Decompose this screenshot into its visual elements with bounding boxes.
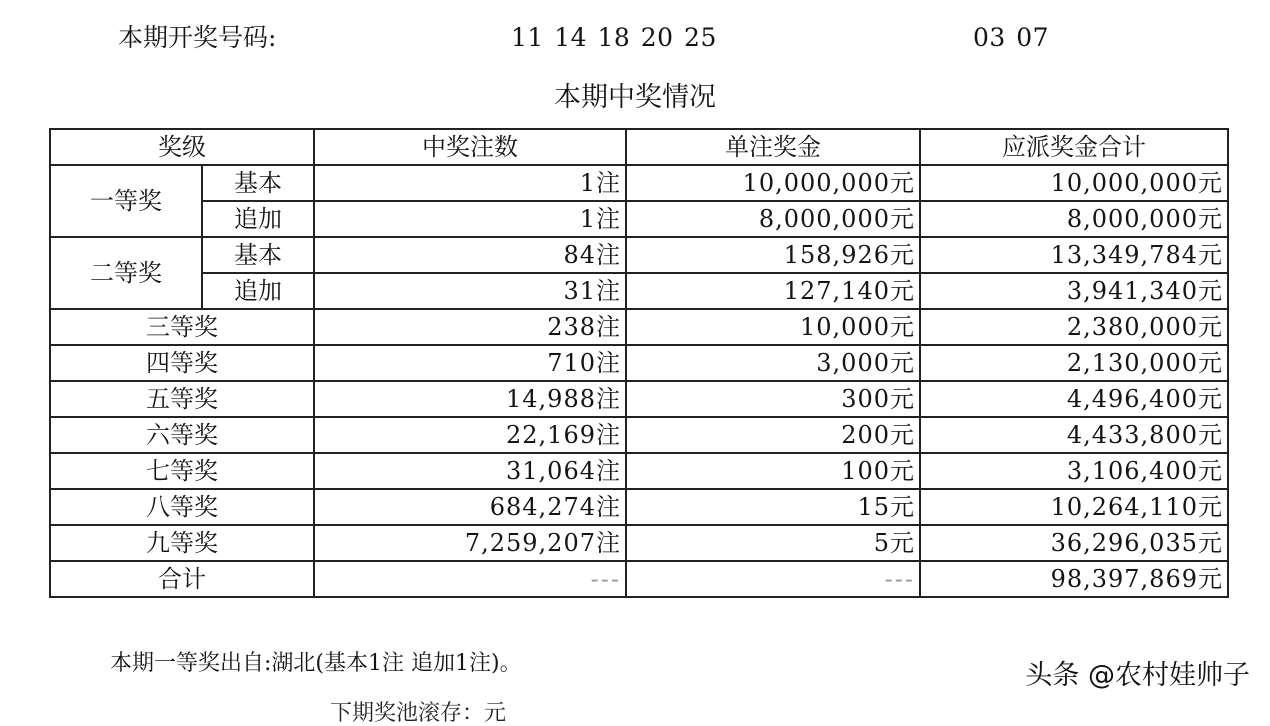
prize-unit: 3,000元 <box>626 345 920 381</box>
prize-total: 4,433,800元 <box>920 417 1228 453</box>
section-title: 本期中奖情况 <box>554 82 716 113</box>
second-extra-label: 追加 <box>202 273 314 309</box>
second-basic-count: 84注 <box>314 237 626 273</box>
prize-unit: 15元 <box>626 489 920 525</box>
prize-unit: 5元 <box>626 525 920 561</box>
second-prize-name: 二等奖 <box>50 237 202 309</box>
prize-total: 10,264,110元 <box>920 489 1228 525</box>
sum-label: 合计 <box>50 561 314 597</box>
header-level: 奖级 <box>50 129 314 165</box>
first-extra-unit: 8,000,000元 <box>626 201 920 237</box>
header-unit-prize: 单注奖金 <box>626 129 920 165</box>
prize-name: 四等奖 <box>50 345 314 381</box>
first-prize-origin-note: 本期一等奖出自:湖北(基本1注 追加1注)。 <box>110 651 522 676</box>
table-row <box>50 201 1228 237</box>
first-basic-unit: 10,000,000元 <box>626 165 920 201</box>
draw-numbers-line <box>0 18 1270 58</box>
prize-name: 三等奖 <box>50 309 314 345</box>
first-basic-label: 基本 <box>202 165 314 201</box>
prize-count: 7,259,207注 <box>314 525 626 561</box>
table-row <box>50 345 1228 381</box>
source-watermark: 头条 @农村娃帅子 <box>1025 660 1250 691</box>
prize-total: 2,380,000元 <box>920 309 1228 345</box>
first-extra-label: 追加 <box>202 201 314 237</box>
prize-name: 八等奖 <box>50 489 314 525</box>
prize-total: 3,106,400元 <box>920 453 1228 489</box>
second-basic-label: 基本 <box>202 237 314 273</box>
second-extra-unit: 127,140元 <box>626 273 920 309</box>
cut-off-text: 下期奖池滚存：元 <box>330 701 507 726</box>
table-sum-row <box>50 561 1228 597</box>
first-basic-count: 1注 <box>314 165 626 201</box>
prize-count: 14,988注 <box>314 381 626 417</box>
prize-unit: 10,000元 <box>626 309 920 345</box>
table-row <box>50 525 1228 561</box>
table-row <box>50 237 1228 273</box>
table-row <box>50 165 1228 201</box>
table-row <box>50 453 1228 489</box>
header-total: 应派奖金合计 <box>920 129 1228 165</box>
prize-table <box>49 128 1229 598</box>
sum-count: --- <box>314 561 626 597</box>
prize-total: 36,296,035元 <box>920 525 1228 561</box>
prize-unit: 300元 <box>626 381 920 417</box>
prize-name: 六等奖 <box>50 417 314 453</box>
first-extra-total: 8,000,000元 <box>920 201 1228 237</box>
sum-total: 98,397,869元 <box>920 561 1228 597</box>
prize-total: 2,130,000元 <box>920 345 1228 381</box>
front-zone-numbers: 11 14 18 20 25 <box>511 23 717 52</box>
second-basic-unit: 158,926元 <box>626 237 920 273</box>
prize-count: 22,169注 <box>314 417 626 453</box>
first-basic-total: 10,000,000元 <box>920 165 1228 201</box>
prize-unit: 200元 <box>626 417 920 453</box>
draw-numbers-label: 本期开奖号码: <box>118 23 277 52</box>
sum-unit: --- <box>626 561 920 597</box>
second-basic-total: 13,349,784元 <box>920 237 1228 273</box>
prize-total: 4,496,400元 <box>920 381 1228 417</box>
header-count: 中奖注数 <box>314 129 626 165</box>
prize-unit: 100元 <box>626 453 920 489</box>
second-extra-total: 3,941,340元 <box>920 273 1228 309</box>
prize-count: 710注 <box>314 345 626 381</box>
table-row <box>50 417 1228 453</box>
prize-name: 七等奖 <box>50 453 314 489</box>
prize-count: 684,274注 <box>314 489 626 525</box>
prize-count: 31,064注 <box>314 453 626 489</box>
table-row <box>50 309 1228 345</box>
prize-name: 九等奖 <box>50 525 314 561</box>
table-row <box>50 381 1228 417</box>
first-extra-count: 1注 <box>314 201 626 237</box>
second-extra-count: 31注 <box>314 273 626 309</box>
table-row <box>50 273 1228 309</box>
table-row <box>50 489 1228 525</box>
table-header-row <box>50 129 1228 165</box>
prize-name: 五等奖 <box>50 381 314 417</box>
prize-count: 238注 <box>314 309 626 345</box>
first-prize-name: 一等奖 <box>50 165 202 237</box>
back-zone-numbers: 03 07 <box>973 23 1050 52</box>
